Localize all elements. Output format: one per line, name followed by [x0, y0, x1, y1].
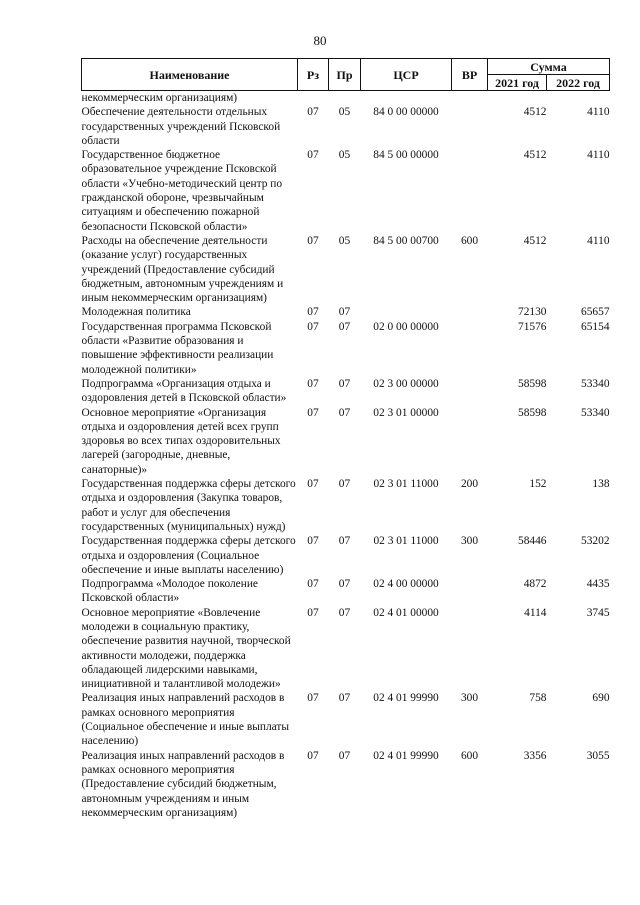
- row-rz: 07: [307, 377, 319, 390]
- row-pr: 05: [338, 234, 351, 247]
- row-sum-2022: 4110: [587, 149, 610, 162]
- table-row: [82, 320, 610, 377]
- table-header: [82, 59, 610, 91]
- row-sum-2021: 4872: [523, 578, 547, 591]
- row-sum-2021: 4114: [524, 606, 547, 619]
- row-sum-2022: 3055: [586, 749, 610, 762]
- row-name: Основное мероприятие «Организация отдыха и оздоровления детей всех групп здоровья во всех типах оздоровительных лагерей (загородные, дневные, санаторные)»: [81, 406, 281, 476]
- row-vr: [452, 377, 488, 406]
- row-pr: 05: [338, 106, 351, 119]
- row-rz: 07: [307, 606, 319, 619]
- row-vr: 200: [460, 478, 479, 491]
- row-sum-2022: 65657: [581, 306, 610, 319]
- table-row: [82, 148, 610, 234]
- row-pr: 07: [338, 377, 351, 390]
- table-row: [82, 691, 610, 748]
- row-sum-2021: 58598: [518, 406, 547, 419]
- header-rz: Рз: [298, 59, 329, 91]
- row-csr: 02 4 01 99990: [373, 749, 439, 762]
- row-sum-2022: 138: [592, 478, 610, 491]
- row-name: Молодежная политика: [81, 306, 191, 319]
- row-vr: [452, 320, 488, 377]
- row-name: Подпрограмма «Молодое поколение Псковской области»: [81, 578, 258, 605]
- row-csr: 84 5 00 00000: [373, 149, 439, 162]
- row-pr: 05: [338, 149, 351, 162]
- row-rz: 07: [307, 692, 319, 705]
- row-name: Основное мероприятие «Вовлечение молодежи в социальную практику, обеспечение развития научной, творческой активности молодежи, поддержка обладающей лидерскими навыками, инициативной и талантливой молодежи»: [81, 606, 291, 691]
- row-csr: 02 3 01 00000: [373, 406, 439, 419]
- row-vr: 300: [460, 535, 479, 548]
- row-sum-2021: 758: [529, 692, 547, 705]
- row-vr: [452, 406, 488, 477]
- row-name: Государственная поддержка сферы детского отдыха и оздоровления (Закупка товаров, работ и услуг для обеспечения государственных (муниципальных) нужд): [81, 478, 296, 533]
- row-csr: 02 3 01 11000: [373, 535, 439, 548]
- row-vr: [452, 148, 488, 234]
- row-sum-2021: 71576: [518, 320, 547, 333]
- row-sum-2022: 4110: [587, 106, 610, 119]
- row-sum-2022: 4110: [587, 234, 610, 247]
- row-rz: 07: [307, 320, 319, 333]
- row-csr: 02 4 01 99990: [373, 692, 439, 705]
- row-name: Государственное бюджетное образовательное учреждение Псковской области «Учебно-методический центр по гражданской обороне, чрезвычайным ситуациям и обеспечению пожарной безопасности Псковской области»: [81, 149, 283, 233]
- row-csr: 02 4 01 00000: [373, 606, 439, 619]
- table-row: [82, 105, 610, 148]
- page-number: 80: [313, 33, 327, 48]
- table-body: [82, 91, 610, 821]
- budget-table: [81, 58, 610, 820]
- table-row: [82, 406, 610, 477]
- row-vr: 600: [460, 234, 479, 247]
- row-pr: 07: [338, 749, 351, 762]
- header-name: Наименование: [82, 59, 298, 91]
- row-sum-2021: 58446: [518, 535, 547, 548]
- row-rz: 07: [307, 478, 319, 491]
- row-vr: [452, 305, 488, 319]
- row-name: Реализация иных направлений расходов в рамках основного мероприятия (Предоставление субсидий бюджетным, автономным учреждениям и иным некоммерческим организациям): [81, 749, 285, 819]
- row-pr: 07: [338, 306, 351, 319]
- row-pr: 07: [338, 478, 351, 491]
- row-sum-2022: 3745: [586, 606, 610, 619]
- table-row: [82, 606, 610, 692]
- row-vr: [452, 577, 488, 606]
- row-vr: 600: [460, 749, 479, 762]
- table-row: [82, 234, 610, 305]
- row-sum-2022: 65154: [581, 320, 610, 333]
- table-row: [82, 577, 610, 606]
- row-rz: 07: [307, 106, 319, 119]
- row-name: Расходы на обеспечение деятельности (оказание услуг) государственных учреждений (Предоставление субсидий бюджетным, автономным учреждениям и иным некоммерческим организациям): [81, 234, 284, 305]
- row-name: Обеспечение деятельности отдельных государственных учреждений Псковской области: [81, 106, 281, 147]
- row-vr: 300: [460, 692, 479, 705]
- header-sum: Сумма: [488, 59, 610, 75]
- continuation-row: [82, 91, 610, 106]
- row-rz: 07: [307, 406, 319, 419]
- row-pr: 07: [338, 320, 351, 333]
- row-csr: 02 4 00 00000: [373, 578, 439, 591]
- table-row: [82, 377, 610, 406]
- row-pr: 07: [338, 606, 351, 619]
- row-rz: 07: [307, 149, 319, 162]
- row-sum-2022: 690: [592, 692, 610, 705]
- header-year-2022: 2022 год: [547, 75, 610, 91]
- row-sum-2022: 4435: [586, 578, 610, 591]
- row-sum-2022: 53340: [581, 406, 610, 419]
- row-csr: 02 3 00 00000: [373, 377, 439, 390]
- row-csr: 84 0 00 00000: [373, 106, 439, 119]
- row-sum-2021: 4512: [523, 106, 547, 119]
- table-row: [82, 534, 610, 577]
- row-name: Подпрограмма «Организация отдыха и оздоровления детей в Псковской области»: [81, 377, 287, 405]
- row-vr: [452, 606, 488, 692]
- row-name: Государственная программа Псковской области «Развитие образования и повышение эффективности реализации молодежной политики»: [81, 320, 274, 376]
- header-csr: ЦСР: [361, 59, 452, 91]
- row-sum-2021: 3356: [523, 749, 547, 762]
- row-rz: 07: [307, 749, 319, 762]
- row-pr: 07: [338, 535, 351, 548]
- table-row: [82, 749, 610, 820]
- row-sum-2021: 4512: [523, 149, 547, 162]
- row-pr: 07: [338, 406, 351, 419]
- row-vr: [452, 105, 488, 148]
- row-csr: 02 0 00 00000: [373, 320, 439, 333]
- header-pr: Пр: [329, 59, 361, 91]
- row-pr: 07: [338, 692, 351, 705]
- row-sum-2022: 53340: [581, 377, 610, 390]
- row-sum-2021: 58598: [518, 377, 547, 390]
- table-row: [82, 477, 610, 534]
- row-pr: 07: [338, 578, 351, 591]
- row-rz: 07: [307, 234, 319, 247]
- row-rz: 07: [307, 535, 319, 548]
- row-sum-2021: 152: [529, 478, 547, 491]
- row-name: Государственная поддержка сферы детского отдыха и оздоровления (Социальное обеспечение и иные выплаты населению): [81, 535, 296, 576]
- row-sum-2021: 4512: [523, 234, 547, 247]
- row-rz: 07: [307, 306, 319, 319]
- continuation-text: некоммерческим организациям): [81, 92, 238, 104]
- row-csr: 02 3 01 11000: [373, 478, 439, 491]
- row-sum-2022: 53202: [581, 535, 610, 548]
- row-rz: 07: [307, 578, 319, 591]
- row-sum-2021: 72130: [518, 306, 547, 319]
- row-csr: 84 5 00 00700: [373, 234, 439, 247]
- header-year-2021: 2021 год: [488, 75, 547, 91]
- row-csr: [361, 305, 452, 319]
- table-row: [82, 305, 610, 319]
- row-name: Реализация иных направлений расходов в рамках основного мероприятия (Социальное обеспечение и иные выплаты населению): [81, 692, 290, 748]
- header-vr: ВР: [452, 59, 488, 91]
